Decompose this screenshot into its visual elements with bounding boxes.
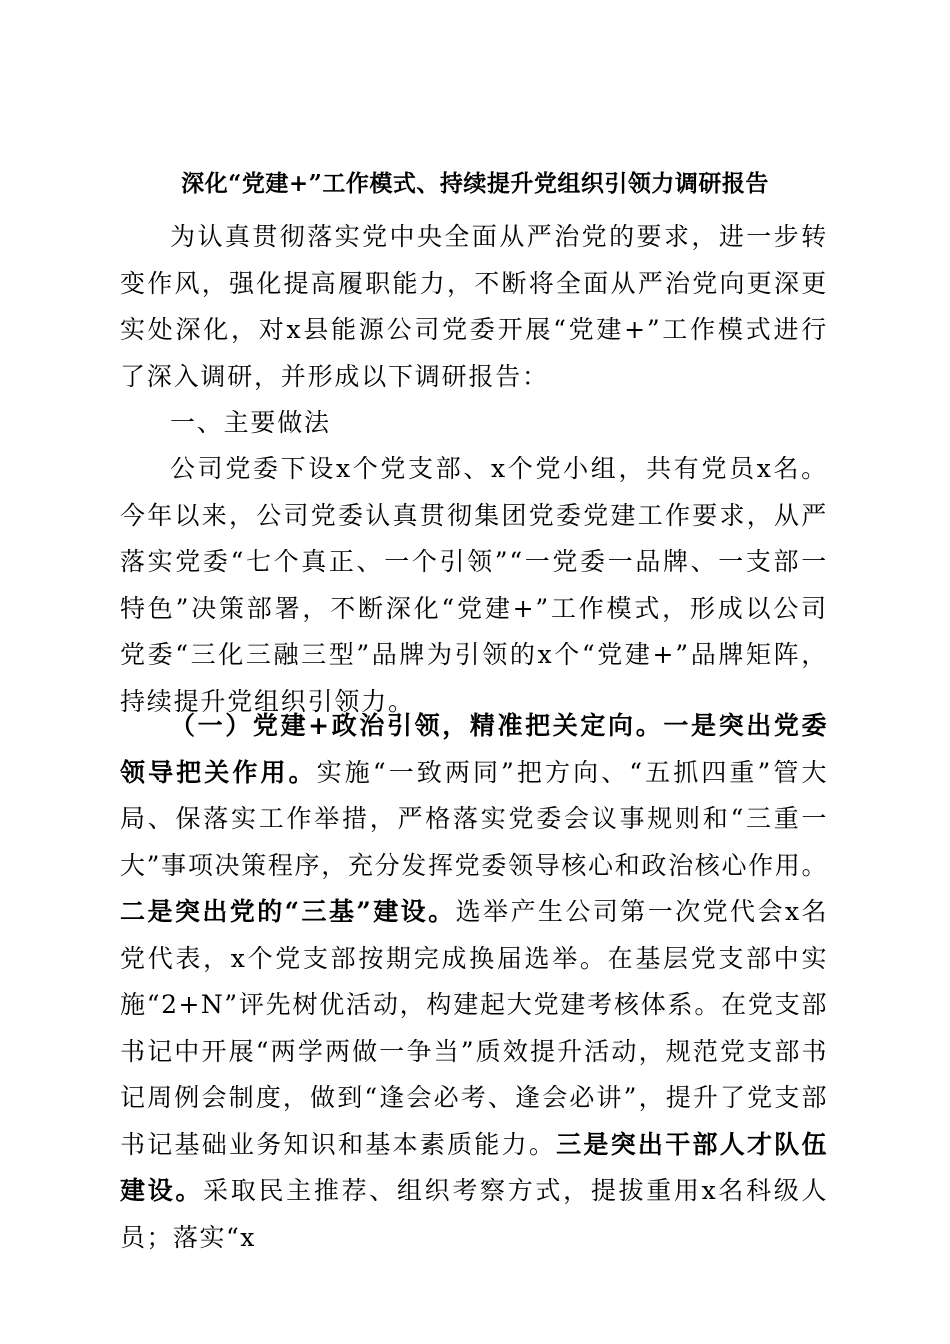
point1-text: 实施“一致两同”把方向、“五抓四重”管大局、保落实工作举措，严格落实党委会议事规则和“三重一大”事项决策程序，充分发挥党委领导核心和政治核心作用。: [120, 757, 828, 880]
point1-label: 一是突出党委领导把关作用。: [120, 711, 828, 787]
point3-label: 三是突出干部人才队伍建设。: [120, 1129, 828, 1205]
intro-paragraph: 为认真贯彻落实党中央全面从严治党的要求，进一步转变作风，强化提高履职能力，不断将全面从严治党向更深更实处深化，对x县能源公司党委开展“党建+”工作模式进行了深入调研，并形成以下调研报告：: [120, 222, 828, 391]
point2-label: 二是突出党的“三基”建设。: [120, 897, 456, 926]
overview-paragraph: 公司党委下设x个党支部、x个党小组，共有党员x名。今年以来，公司党委认真贯彻集团党委党建工作要求，从严落实党委“七个真正、一个引领”“一党委一品牌、一支部一特色”决策部署，不断深化“党建+”工作模式，形成以公司党委“三化三融三型”品牌为引领的x个“党建+”品牌矩阵，持续提升党组织引领力。: [120, 454, 828, 716]
section-heading: 一、主要做法: [170, 408, 331, 437]
point3-text: 采取民主推荐、组织考察方式，提拔重用x名科级人员；落实“x: [120, 1176, 828, 1252]
subsection-paragraph: [120, 703, 828, 1261]
subsection-heading: （一）党建+政治引领，精准把关定向。: [170, 711, 664, 740]
point2-text: 选举产生公司第一次党代会x名党代表，x个党支部按期完成换届选举。在基层党支部中实施“2+N”评先树优活动，构建起大党建考核体系。在党支部书记中开展“两学两做一争当”质效提升活动，规范党支部书记周例会制度，做到“逢会必考、逢会必讲”，提升了党支部书记基础业务知识和基本素质能力。: [120, 897, 828, 1159]
document-title: 深化“党建+”工作模式、持续提升党组织引领力调研报告: [181, 170, 769, 197]
